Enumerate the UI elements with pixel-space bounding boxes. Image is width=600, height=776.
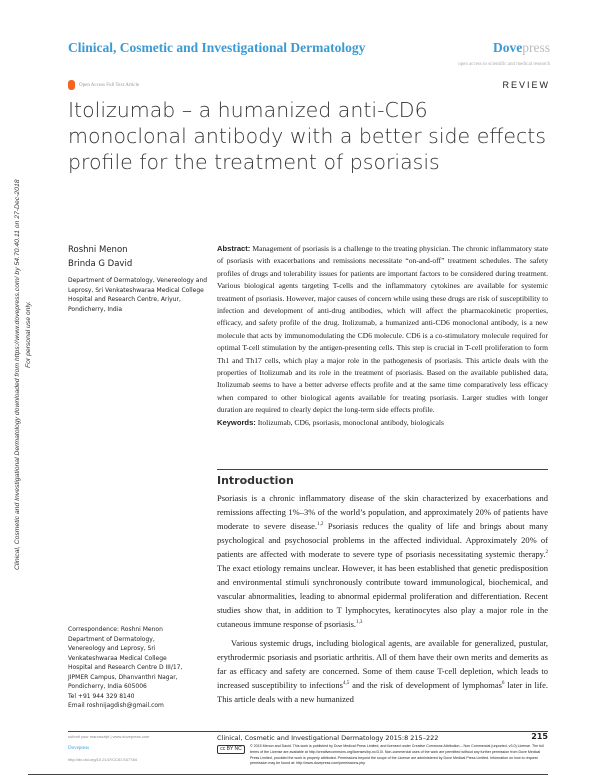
submit-link[interactable]: submit your manuscript | www.dovepress.com xyxy=(68,734,150,739)
citation-ref[interactable]: 2 xyxy=(545,549,548,556)
citation-ref[interactable]: 6 xyxy=(501,680,505,687)
license-text: © 2015 Menon and David. This work is published by Dove Medical Press Limited, and licensed under Creative Commons Attribution – Non Commercial (unported, v3.0) License. The full terms of the License are available at http://creativecommons.org/licenses/by-nc/3.0/. Non-commercial uses of the work are permitted without any further permission from Dove Medical Press Limited, provided the work is properly attributed. Permissions beyond the scope of the License are administered by Dove Medical Press Limited. Information on how to request permission may be found at: http://www.dovepress.com/permissions.php xyxy=(250,744,544,766)
affiliation: Department of Dermatology, Venereology and Leprosy, Sri Venkateshwaraa Medical College Hospital and Research Centre, Ariyur, Pondicherry, India xyxy=(68,277,208,313)
personal-use-note: For personal use only. xyxy=(25,301,32,368)
author-list xyxy=(68,243,132,271)
open-access-lock-icon xyxy=(68,80,75,90)
body-text xyxy=(217,491,548,706)
citation-line: Clinical, Cosmetic and Investigational Dermatology 2015:8 215–222 xyxy=(217,734,439,742)
footer-divider xyxy=(68,731,548,732)
section-heading: Introduction xyxy=(217,474,294,487)
correspondence-line: Tel +91 944 329 8140 xyxy=(68,692,135,700)
keywords-text: Itolizumab, CD6, psoriasis, monoclonal antibody, biologicals xyxy=(257,417,444,427)
divider xyxy=(217,469,548,470)
email-link[interactable]: Email roshnijagdish@gmail.com xyxy=(68,702,164,709)
publisher-tagline: open access to scientific and medical research xyxy=(458,62,550,67)
doi-link[interactable]: http://dx.doi.org/10.2147/CCID.S47784 xyxy=(68,757,137,762)
abstract-label: Abstract: xyxy=(217,244,251,253)
keywords xyxy=(217,417,548,429)
author: Brinda G David xyxy=(68,259,133,269)
download-note: Clinical, Cosmetic and Investigational Dermatology downloaded from https://www.dovepress.com/ by 54.70.40.11 on 27-Dec-2018 xyxy=(14,179,21,570)
article-type: REVIEW xyxy=(502,80,550,90)
publisher-logo xyxy=(493,40,550,56)
correspondence-line: Hospital and Research Centre D III/17, xyxy=(68,664,183,671)
correspondence-line: Department of Dermatology, xyxy=(68,635,155,643)
keywords-label: Keywords: xyxy=(217,417,256,427)
correspondence xyxy=(68,625,213,711)
open-access-label: Open Access Full Text Article xyxy=(79,82,140,88)
citation-ref[interactable]: 1,2 xyxy=(317,521,324,528)
bottom-rule xyxy=(28,774,548,775)
footer-publisher: Dovepress xyxy=(68,746,90,751)
abstract xyxy=(217,243,548,429)
abstract-text: Management of psoriasis is a challenge to the treating physician. The chronic inflammatory state of psoriasis with exacerbations and remissions necessitate “on-and-off” treatment schedules. The safety profiles of drugs and tolerability issues for patients are important factors to be considered during treatment. Various biological agents targeting T-cells and the inflammatory cytokines are available for systemic treatment of psoriasis. However, major causes of concern while using these drugs are risk of susceptibility to infection and development of anti-drug antibodies, which will affect the pharmacokinetic properties, efficacy, and safety profile of the drug. Itolizumab, a humanized anti-CD6 monoclonal antibody, is a new molecule that acts by immunomodulating the CD6 molecule. CD6 is a co-stimulatory molecule required for optimal T-cell stimulation by the antigen-presenting cells. This step is crucial in T-cell proliferation to form Th1 and Th17 cells, which play a major role in the pathogenesis of psoriasis. This article deals with the properties of Itolizumab and its role in the treatment of psoriasis. Based on the available published data, Itolizumab seems to have a better adverse effects profile and at the same time comparatively less efficacy when compared to other biological agents available for treating psoriasis. Larger studies with longer duration are required to clearly depict the long-term side effects profile. xyxy=(217,244,548,415)
correspondence-line: JIPMER Campus, Dhanvanthri Nagar, xyxy=(68,673,178,681)
cc-license-icon: cc BY NC xyxy=(217,745,245,754)
journal-name: Clinical, Cosmetic and Investigational Dermatology xyxy=(68,40,366,55)
download-watermark xyxy=(14,100,44,580)
open-access-badge xyxy=(68,80,139,90)
paragraph: Various systemic drugs, including biological agents, are available for generalized, pustular, erythrodermic psoriasis and psoriatic arthritis. All of them have their own merits and demerits as far as efficacy and safety are concerned. Some of them cause T-cell depletion, which leads to increased susceptibility to infections$^{4,5}$ and the risk of development of lymphomas$^6$ later in life. This article deals with a new humanized xyxy=(217,638,548,704)
correspondence-line: Correspondence: Roshni Menon xyxy=(68,626,163,633)
publisher-logo-a: Dove xyxy=(493,40,523,55)
page-number: 215 xyxy=(531,732,548,741)
article-title: Itolizumab – a humanized anti-CD6 monoclonal antibody with a better side effects profile for the treatment of psoriasis xyxy=(68,98,547,174)
correspondence-line: Venkateshwaraa Medical College xyxy=(68,654,167,662)
paragraph: Psoriasis is a chronic inflammatory disease of the skin characterized by exacerbations and remissions affecting 1%–3% of the world’s population, and approximately 20% of patients have moderate to severe disease.$^{1,2}$ Psoriasis reduces the quality of life and brings about many psychological and psychosocial problems in the affected individual. Approximately 20% of patients are affected with moderate to severe type of psoriasis necessitating systemic therapy.$^2$ The exact etiology remains unclear. However, it has been established that genetic predisposition and environmental stimuli synchronously contribute toward immunological, biochemical, and vascular abnormalities, leading to abnormal epidermal proliferation and differentiation. Recent studies show that, in addition to T lymphocytes, keratinocytes also play a major role in the cutaneous immune response of psoriasis.$^{1,3}$ xyxy=(217,493,548,629)
correspondence-line: Pondicherry, India 605006 xyxy=(68,683,147,690)
author: Roshni Menon xyxy=(68,245,128,255)
publisher-logo-b: press xyxy=(522,40,550,55)
correspondence-line: Venereology and Leprosy, Sri xyxy=(68,645,156,652)
citation-ref[interactable]: 4,5 xyxy=(342,680,350,687)
citation-ref[interactable]: 1,3 xyxy=(356,619,363,626)
